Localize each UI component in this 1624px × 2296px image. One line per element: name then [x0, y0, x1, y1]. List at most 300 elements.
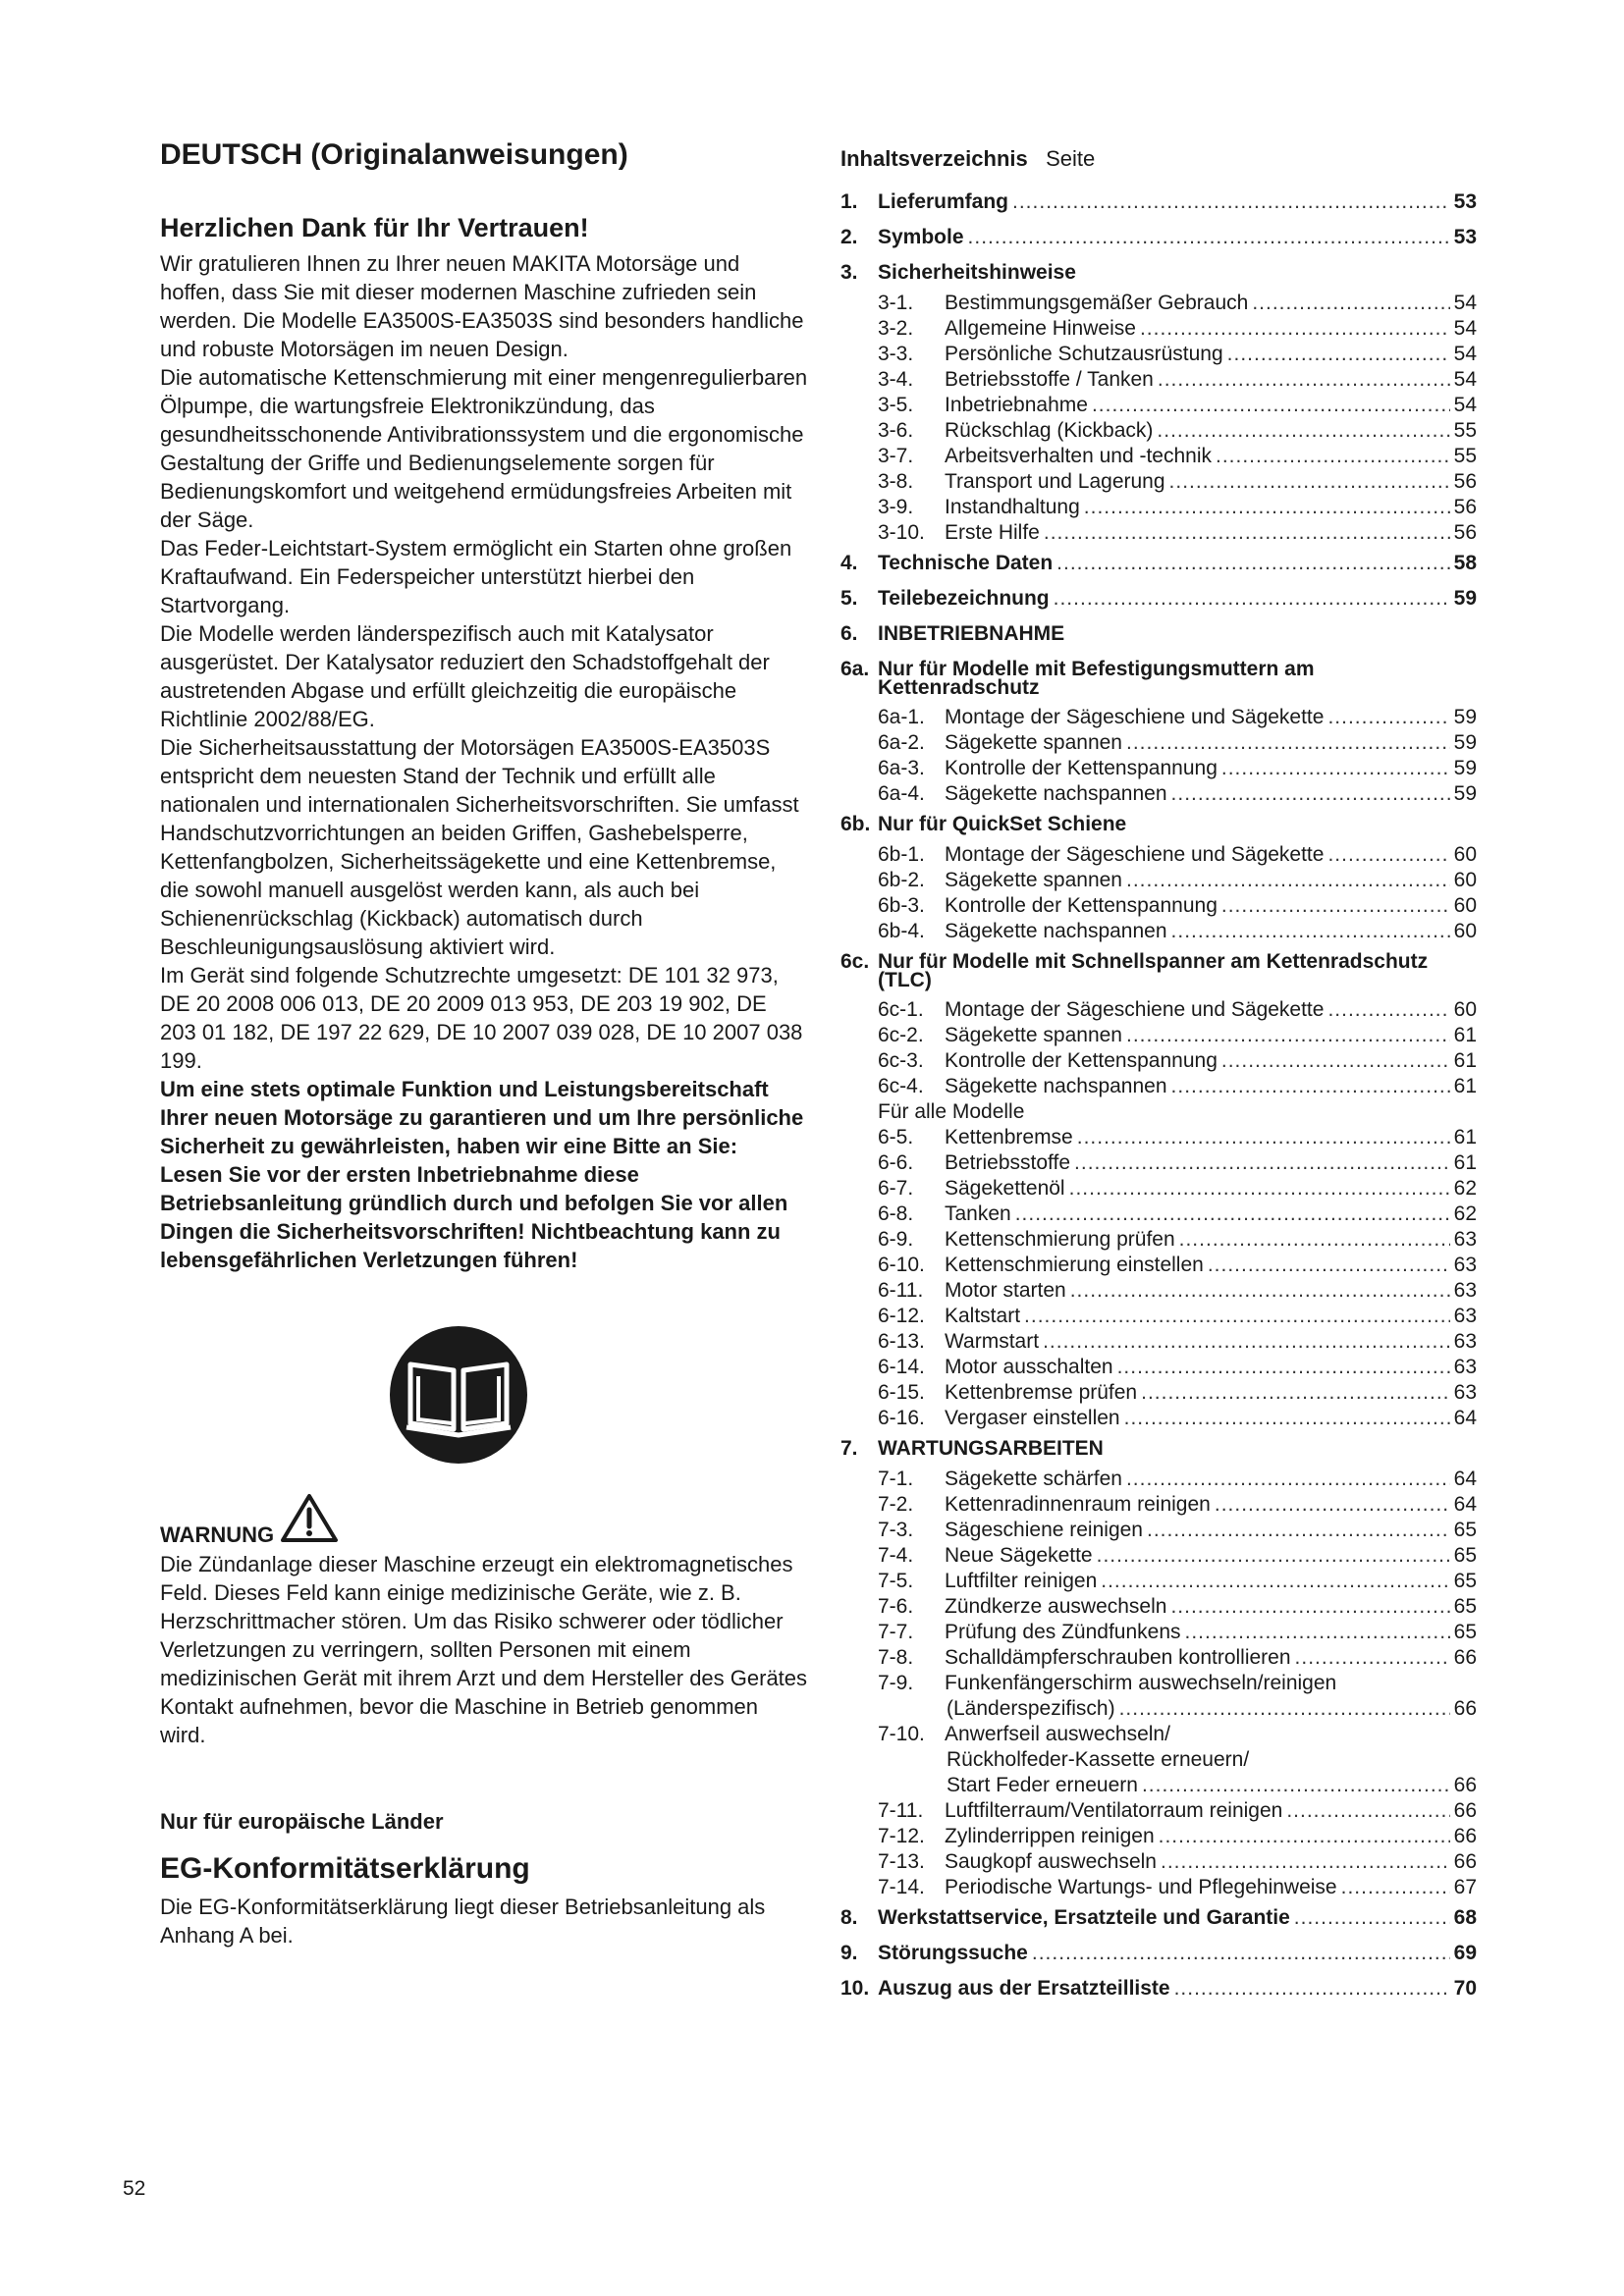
toc-entry-number: 7-14. [878, 1876, 925, 1898]
toc-entry-label: Sägekette schärfen [945, 1468, 1122, 1490]
toc-leader-dots [1126, 730, 1450, 756]
toc-entry-page: 66 [1453, 1774, 1477, 1796]
toc-entry [840, 291, 1477, 316]
toc-entry [840, 1849, 1477, 1875]
request-paragraph: Um eine stets optimale Funktion und Leistungsbereitschaft Ihrer neuen Motorsäge zu garantieren und um Ihre persönliche Sicherheit zu gewährleisten, haben wir eine Bitte an Sie: [160, 1077, 804, 1158]
toc-entry-page: 63 [1453, 1381, 1477, 1404]
toc-entry [840, 1594, 1477, 1620]
toc-entry-label: Allgemeine Hinweise [945, 317, 1136, 340]
toc-entry-label: Kettenschmierung prüfen [945, 1228, 1175, 1251]
toc-entry-page: 53 [1453, 190, 1477, 213]
toc-entry [840, 1722, 1477, 1747]
toc-entry [840, 1798, 1477, 1824]
toc-entry-number: 6-16. [878, 1407, 925, 1429]
toc-entry-page: 56 [1453, 470, 1477, 493]
toc-entry-label: Start Feder erneuern [947, 1774, 1138, 1796]
toc-entry-page: 54 [1453, 394, 1477, 416]
toc-entry [840, 342, 1477, 367]
toc-entry [840, 520, 1477, 546]
toc-entry [840, 807, 1477, 842]
toc-entry [840, 1023, 1477, 1048]
toc-leader-dots [1101, 1569, 1449, 1594]
toc-entry [840, 730, 1477, 756]
toc-entry [840, 781, 1477, 807]
eu-only-label: Nur für europäische Länder [160, 1809, 444, 1834]
toc-entry-page: 54 [1453, 343, 1477, 365]
toc-entry-page: 56 [1453, 496, 1477, 518]
toc-entry-page: 60 [1453, 998, 1477, 1021]
intro-paragraph: Wir gratulieren Ihnen zu Ihrer neuen MAKITA Motorsäge und hoffen, dass Sie mit dieser modernen Maschine zufrieden sein werden. Die Modelle EA3500S-EA3503S sind besonders handliche und robuste Motorsägen im neuen Design. [160, 251, 804, 361]
thanks-heading: Herzlichen Dank für Ihr Vertrauen! [160, 213, 589, 242]
toc-leader-dots [1070, 1278, 1450, 1304]
toc-entry-label: Neue Sägekette [945, 1544, 1093, 1567]
toc-entry-page: 55 [1453, 445, 1477, 467]
toc-entry-label: Sägekette spannen [945, 869, 1122, 891]
toc-leader-dots [1056, 546, 1449, 581]
toc-entry-number: 6b. [840, 813, 871, 835]
toc-entry [840, 1176, 1477, 1201]
toc-entry-number: 7-2. [878, 1493, 914, 1516]
toc-entry-page: 58 [1453, 552, 1477, 574]
toc-entry [840, 581, 1477, 616]
toc-entry-page: 54 [1453, 368, 1477, 391]
toc-entry [840, 1253, 1477, 1278]
toc-entry-page: 54 [1453, 317, 1477, 340]
toc-leader-dots [1208, 1253, 1450, 1278]
intro-block [160, 212, 808, 1274]
toc-entry-number: 3-5. [878, 394, 914, 416]
eg-conformity-heading: EG-Konformitätserklärung [160, 1852, 530, 1885]
toc-entry-number: 3-2. [878, 317, 914, 340]
toc-entry-label: Nur für Modelle mit Schnellspanner am Kettenradschutz [878, 950, 1429, 973]
toc-entry [840, 495, 1477, 520]
toc-leader-dots [1126, 1467, 1450, 1492]
page-number: 52 [123, 2177, 146, 2200]
toc-entry-number: 6-12. [878, 1305, 925, 1327]
toc-entry-label: Kontrolle der Kettenspannung [945, 1049, 1218, 1072]
toc-leader-dots [1032, 1936, 1450, 1971]
toc-entry-label: (Länderspezifisch) [947, 1697, 1115, 1720]
toc-entry-page: 61 [1453, 1075, 1477, 1097]
toc-entry-label: Nur für QuickSet Schiene [878, 813, 1127, 835]
toc-entry-label: Schalldämpferschrauben kontrollieren [945, 1646, 1291, 1669]
toc-leader-dots [1286, 1798, 1449, 1824]
toc-title: Inhaltsverzeichnis [840, 146, 1028, 171]
toc-entry-label: Zündkerze auswechseln [945, 1595, 1167, 1618]
toc-entry-label: Störungssuche [878, 1942, 1028, 1964]
toc-entry-label: Sägekette spannen [945, 1024, 1122, 1046]
toc-entry-label: Montage der Sägeschiene und Sägekette [945, 998, 1325, 1021]
toc-entry-page: 59 [1453, 782, 1477, 805]
toc-entry [840, 1492, 1477, 1518]
toc-leader-dots [1221, 1048, 1450, 1074]
toc-entry-label: Prüfung des Zündfunkens [945, 1621, 1181, 1643]
toc-leader-dots [1024, 1304, 1450, 1329]
toc-leader-dots [1171, 781, 1450, 807]
intro-paragraph: Die Sicherheitsausstattung der Motorsägen EA3500S-EA3503S entspricht dem neuesten Stand der Technik und erfüllt alle nationalen und internationalen Sicherheitsvorschriften. Sie umfasst Handschutzvorrichtungen an beiden Griffen, Gashebelsperre, Kettenfangbolzen, Sicherheitssägekette und eine Kettenbremse, die sowohl manuell ausgelöst werden kann, als auch bei Schienenrückschlag (Kickback) automatisch durch Beschleunigungsauslösung aktiviert wird. [160, 735, 799, 959]
toc-entry-number: 6-11. [878, 1279, 924, 1302]
toc-leader-dots [1215, 1492, 1450, 1518]
toc-entry-page: 61 [1453, 1049, 1477, 1072]
toc-entry [840, 185, 1477, 220]
toc-entry-label: Technische Daten [878, 552, 1054, 574]
toc-entry-page: 62 [1453, 1202, 1477, 1225]
toc-entry [840, 1125, 1477, 1150]
toc-entry-number: 6b-1. [878, 843, 925, 866]
toc-leader-dots [1012, 185, 1450, 220]
toc-entry-page: 65 [1453, 1570, 1477, 1592]
toc-leader-dots [1185, 1620, 1450, 1645]
toc-entry-label: Kettenbremse prüfen [945, 1381, 1138, 1404]
toc-entry [840, 393, 1477, 418]
toc-entry [840, 1971, 1477, 2006]
toc-entry-label: Motor ausschalten [945, 1356, 1113, 1378]
toc-entry [840, 1406, 1477, 1431]
toc-entry [840, 868, 1477, 893]
toc-entry-number: 3-8. [878, 470, 914, 493]
toc-entry-label: Arbeitsverhalten und -technik [945, 445, 1212, 467]
book-icon [389, 1325, 528, 1465]
toc-entry-label: Saugkopf auswechseln [945, 1850, 1157, 1873]
toc-entry [840, 1201, 1477, 1227]
toc-entry-label: Sägekette nachspannen [945, 1075, 1167, 1097]
toc-leader-dots [1119, 1696, 1450, 1722]
toc-entry [840, 1645, 1477, 1671]
toc-entry-page: 54 [1453, 292, 1477, 314]
warning-heading [160, 1492, 808, 1548]
toc-entry [840, 1875, 1477, 1900]
toc-entry-page: 66 [1453, 1799, 1477, 1822]
toc-entry-number: 6-15. [878, 1381, 925, 1404]
toc-entry-number: 6-14. [878, 1356, 925, 1378]
toc-list [840, 185, 1477, 2006]
toc-entry [840, 546, 1477, 581]
toc-entry-number: 7-5. [878, 1570, 914, 1592]
toc-entry-number: 6-5. [878, 1126, 914, 1148]
toc-entry-label: Kettenschmierung einstellen [945, 1254, 1204, 1276]
toc-entry [840, 220, 1477, 255]
toc-entry-number: 7-8. [878, 1646, 914, 1669]
toc-entry-number: 10. [840, 1977, 870, 2000]
toc-leader-dots [1161, 1849, 1450, 1875]
toc-leader-dots [1227, 342, 1450, 367]
toc-entry-page: 65 [1453, 1519, 1477, 1541]
toc-entry-label: Kettenradinnenraum reinigen [945, 1493, 1211, 1516]
toc-entry-number: 6b-2. [878, 869, 925, 891]
toc-entry-number: 7-13. [878, 1850, 925, 1873]
toc-entry-number: 3-6. [878, 419, 914, 442]
toc-entry [840, 316, 1477, 342]
toc-leader-dots [1158, 367, 1450, 393]
warning-label: WARNUNG [160, 1522, 275, 1547]
toc-entry [840, 1824, 1477, 1849]
toc-leader-dots [968, 220, 1450, 255]
toc-entry-number: 6c-2. [878, 1024, 924, 1046]
toc-leader-dots [1174, 1971, 1450, 2006]
toc-entry-number: 7. [840, 1437, 858, 1460]
toc-entry-label: Betriebsstoffe [945, 1151, 1071, 1174]
toc-entry-label: Instandhaltung [945, 496, 1080, 518]
toc-leader-dots [1171, 1074, 1450, 1099]
toc-leader-dots [1069, 1176, 1450, 1201]
toc-entry-number: 3. [840, 261, 858, 284]
toc-entry-page: 70 [1453, 1977, 1477, 2000]
toc-entry-label: Erste Hilfe [945, 521, 1040, 544]
toc-leader-dots [1117, 1355, 1450, 1380]
toc-entry-label: (TLC) [878, 969, 932, 991]
toc-entry-page: 66 [1453, 1825, 1477, 1847]
toc-entry-label: Sägekettenöl [945, 1177, 1065, 1200]
toc-entry-page: 63 [1453, 1305, 1477, 1327]
toc-entry-number: 1. [840, 190, 858, 213]
toc-entry-number: 7-9. [878, 1672, 914, 1694]
toc-entry [840, 1671, 1477, 1696]
toc-leader-dots [1295, 1645, 1450, 1671]
toc-entry-page: 59 [1453, 731, 1477, 754]
toc-leader-dots [1159, 1824, 1450, 1849]
toc-entry-number: 3-10. [878, 521, 925, 544]
toc-entry-number: 6b-4. [878, 920, 925, 942]
toc-entry-label: Inbetriebnahme [945, 394, 1088, 416]
toc-entry-label: Persönliche Schutzausrüstung [945, 343, 1223, 365]
toc-entry-label: Motor starten [945, 1279, 1066, 1302]
toc-entry [840, 1380, 1477, 1406]
toc-entry-label: Für alle Modelle [878, 1100, 1025, 1123]
toc-entry-label: Vergaser einstellen [945, 1407, 1120, 1429]
toc-entry [840, 1696, 1477, 1722]
toc-leader-dots [1140, 316, 1450, 342]
toc-entry [840, 1227, 1477, 1253]
toc-entry-number: 3-9. [878, 496, 914, 518]
toc-entry [840, 1936, 1477, 1971]
intro-paragraph: Die Modelle werden länderspezifisch auch mit Katalysator ausgerüstet. Der Katalysator reduziert den Schadstoffgehalt der austretenden Abgase und erfüllt gleichzeitig die europäische Richtlinie 2002/88/EG. [160, 621, 770, 731]
toc-entry-number: 7-10. [878, 1723, 925, 1745]
toc-entry-page: 60 [1453, 869, 1477, 891]
toc-entry-page: 67 [1453, 1876, 1477, 1898]
toc-entry-label: Sägekette spannen [945, 731, 1122, 754]
toc-entry [840, 1620, 1477, 1645]
toc-entry-page: 66 [1453, 1697, 1477, 1720]
toc-entry [840, 756, 1477, 781]
toc-entry-number: 6a-1. [878, 706, 925, 728]
toc-entry-number: 2. [840, 226, 858, 248]
intro-paragraph: Das Feder-Leichtstart-System ermöglicht ein Starten ohne großen Kraftaufwand. Ein Federspeicher unterstützt hierbei den Startvorgang. [160, 536, 792, 617]
toc-entry-label: INBETRIEBNAHME [878, 622, 1065, 645]
toc-entry-number: 6. [840, 622, 858, 645]
toc-leader-dots [1126, 868, 1450, 893]
toc-entry-number: 7-7. [878, 1621, 914, 1643]
toc-entry [840, 1467, 1477, 1492]
toc-entry-page: 65 [1453, 1621, 1477, 1643]
toc-entry [840, 418, 1477, 444]
toc-entry-label: Sicherheitshinweise [878, 261, 1076, 284]
toc-entry-label: Montage der Sägeschiene und Sägekette [945, 706, 1325, 728]
toc-leader-dots [1294, 1900, 1450, 1936]
toc-entry-label: Rückholfeder-Kassette erneuern/ [947, 1748, 1250, 1771]
toc-entry-number: 9. [840, 1942, 858, 1964]
toc-entry-label: Sägeschiene reinigen [945, 1519, 1143, 1541]
toc-entry-page: 60 [1453, 894, 1477, 917]
toc-entry-number: 6-6. [878, 1151, 914, 1174]
toc-entry [840, 616, 1477, 652]
toc-entry-label: Kontrolle der Kettenspannung [945, 757, 1218, 779]
toc-entry-page: 64 [1453, 1407, 1477, 1429]
toc-leader-dots [1216, 444, 1450, 469]
toc-entry [840, 1431, 1477, 1467]
toc-entry-page: 66 [1453, 1850, 1477, 1873]
eg-conformity-text: Die EG-Konformitätserklärung liegt dieser Betriebsanleitung als Anhang A bei. [160, 1895, 766, 1948]
toc-entry-label: Periodische Wartungs- und Pflegehinweise [945, 1876, 1337, 1898]
toc-entry-number: 7-6. [878, 1595, 914, 1618]
toc-entry-page: 69 [1453, 1942, 1477, 1964]
toc-entry [840, 705, 1477, 730]
toc-entry-page: 61 [1453, 1024, 1477, 1046]
toc-leader-dots [1169, 469, 1450, 495]
language-heading: DEUTSCH (Originalanweisungen) [160, 138, 628, 171]
toc-leader-dots [1252, 291, 1449, 316]
toc-entry-label: Kettenradschutz [878, 676, 1040, 699]
toc-entry-label: Funkenfängerschirm auswechseln/reinigen [945, 1672, 1337, 1694]
table-of-contents [840, 145, 1477, 2006]
toc-entry-page: 63 [1453, 1356, 1477, 1378]
toc-entry-label: Bestimmungsgemäßer Gebrauch [945, 292, 1249, 314]
toc-entry [840, 1747, 1477, 1773]
toc-entry-page: 53 [1453, 226, 1477, 248]
toc-entry-number: 6-13. [878, 1330, 925, 1353]
toc-leader-dots [1157, 418, 1449, 444]
toc-entry [840, 1048, 1477, 1074]
warning-triangle-icon [280, 1492, 339, 1548]
toc-entry-number: 7-11. [878, 1799, 924, 1822]
toc-entry-number: 6c. [840, 950, 870, 973]
toc-entry-number: 6-8. [878, 1202, 914, 1225]
toc-entry-number: 6-10. [878, 1254, 925, 1276]
toc-leader-dots [1077, 1125, 1450, 1150]
toc-entry-page: 59 [1453, 757, 1477, 779]
toc-entry-number: 3-7. [878, 445, 914, 467]
toc-leader-dots [1097, 1543, 1450, 1569]
intro-paragraph: Die automatische Kettenschmierung mit einer mengenregulierbaren Ölpumpe, die wartungsfreie Elektronikzündung, das gesundheitsschonende Antivibrationssystem und die ergonomische Gestaltung der Griffe und Bedienungselemente sorgen für Bedienungskomfort und weitgehend ermüdungsfreies Arbeiten mit der Säge. [160, 365, 808, 532]
toc-entry-page: 59 [1453, 587, 1477, 610]
toc-entry-label: Zylinderrippen reinigen [945, 1825, 1155, 1847]
toc-leader-dots [1179, 1227, 1450, 1253]
toc-entry-page: 63 [1453, 1330, 1477, 1353]
toc-entry-label: Kettenbremse [945, 1126, 1073, 1148]
toc-entry-label: Rückschlag (Kickback) [945, 419, 1154, 442]
toc-entry-number: 3-4. [878, 368, 914, 391]
toc-entry-label: WARTUNGSARBEITEN [878, 1437, 1104, 1460]
toc-entry-page: 56 [1453, 521, 1477, 544]
toc-entry [840, 1278, 1477, 1304]
toc-entry-page: 64 [1453, 1493, 1477, 1516]
toc-entry-page: 59 [1453, 706, 1477, 728]
toc-entry-label: Luftfilter reinigen [945, 1570, 1098, 1592]
toc-entry-number: 8. [840, 1906, 858, 1929]
toc-entry-number: 6a-3. [878, 757, 925, 779]
toc-entry [840, 919, 1477, 944]
toc-entry-label: Montage der Sägeschiene und Sägekette [945, 843, 1325, 866]
toc-leader-dots [1126, 1023, 1450, 1048]
toc-entry [840, 1150, 1477, 1176]
toc-entry [840, 1074, 1477, 1099]
toc-entry-label: Teilebezeichnung [878, 587, 1050, 610]
toc-entry-page: 60 [1453, 843, 1477, 866]
toc-entry-number: 6a-2. [878, 731, 925, 754]
toc-entry-number: 3-1. [878, 292, 914, 314]
toc-entry-label: Werkstattservice, Ersatzteile und Garantie [878, 1906, 1290, 1929]
toc-entry-number: 7-1. [878, 1468, 914, 1490]
toc-entry [840, 997, 1477, 1023]
toc-entry-number: 3-3. [878, 343, 914, 365]
toc-entry [840, 1569, 1477, 1594]
toc-entry-label: Anwerfseil auswechseln/ [945, 1723, 1170, 1745]
toc-entry-label: Sägekette nachspannen [945, 782, 1167, 805]
toc-leader-dots [1341, 1875, 1450, 1900]
patents-paragraph: Im Gerät sind folgende Schutzrechte umgesetzt: DE 101 32 973, DE 20 2008 006 013, DE 20 2009 013 953, DE 203 19 902, DE 203 01 182, DE 197 22 629, DE 10 2007 039 028, DE 10 2007 038 199. [160, 963, 803, 1073]
toc-entry [840, 1543, 1477, 1569]
toc-leader-dots [1054, 581, 1450, 616]
toc-entry-label: Tanken [945, 1202, 1011, 1225]
toc-page-label: Seite [1046, 146, 1096, 171]
toc-entry-label: Betriebsstoffe / Tanken [945, 368, 1154, 391]
toc-entry-page: 64 [1453, 1468, 1477, 1490]
toc-entry [840, 255, 1477, 291]
toc-entry-number: 6a. [840, 658, 870, 680]
toc-entry-number: 5. [840, 587, 858, 610]
toc-leader-dots [1327, 997, 1449, 1023]
toc-leader-dots [1141, 1380, 1450, 1406]
toc-entry-page: 63 [1453, 1254, 1477, 1276]
toc-entry [840, 1900, 1477, 1936]
toc-entry-page: 63 [1453, 1279, 1477, 1302]
left-column [160, 137, 808, 1949]
toc-entry-page: 61 [1453, 1151, 1477, 1174]
toc-entry [840, 944, 1477, 974]
toc-leader-dots [1221, 893, 1450, 919]
toc-entry-label: Warmstart [945, 1330, 1040, 1353]
toc-leader-dots [1171, 919, 1450, 944]
toc-entry-page: 63 [1453, 1228, 1477, 1251]
toc-leader-dots [1170, 1594, 1449, 1620]
toc-entry-number: 4. [840, 552, 858, 574]
toc-entry-number: 7-3. [878, 1519, 914, 1541]
toc-entry [840, 1329, 1477, 1355]
toc-entry-number: 7-12. [878, 1825, 925, 1847]
toc-entry-page: 61 [1453, 1126, 1477, 1148]
toc-entry-page: 65 [1453, 1544, 1477, 1567]
toc-entry-number: 7-4. [878, 1544, 914, 1567]
toc-entry [840, 1773, 1477, 1798]
toc-entry-number: 6a-4. [878, 782, 925, 805]
toc-leader-dots [1221, 756, 1450, 781]
toc-leader-dots [1074, 1150, 1450, 1176]
toc-entry [840, 842, 1477, 868]
toc-entry [840, 444, 1477, 469]
toc-entry-label: Sägekette nachspannen [945, 920, 1167, 942]
toc-leader-dots [1044, 520, 1450, 546]
toc-entry [840, 1355, 1477, 1380]
toc-entry-number: 6c-4. [878, 1075, 924, 1097]
toc-entry [840, 469, 1477, 495]
toc-leader-dots [1084, 495, 1450, 520]
toc-entry-label: Symbole [878, 226, 964, 248]
toc-leader-dots [1327, 842, 1449, 868]
toc-entry-label: Kaltstart [945, 1305, 1021, 1327]
toc-leader-dots [1147, 1518, 1450, 1543]
toc-entry-number: 6-9. [878, 1228, 914, 1251]
toc-entry-label: Kontrolle der Kettenspannung [945, 894, 1218, 917]
toc-entry [840, 367, 1477, 393]
